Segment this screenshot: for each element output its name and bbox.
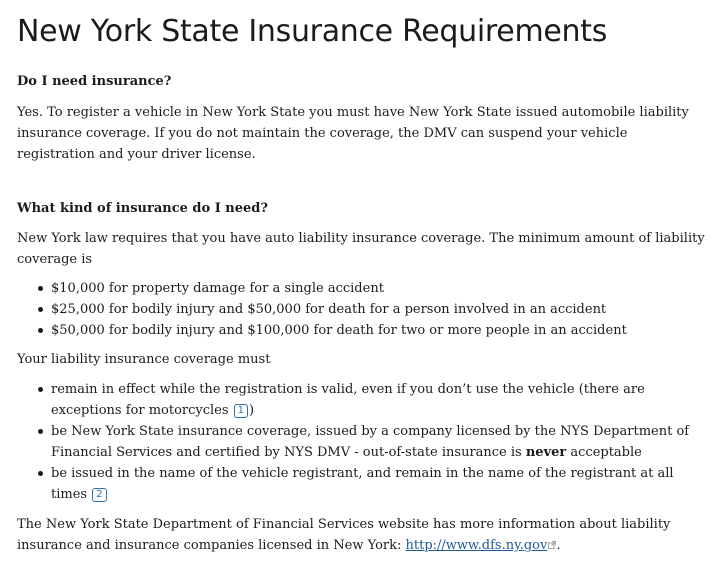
list-item	[51, 421, 707, 463]
footnote-2-button[interactable]: 2	[92, 488, 106, 502]
more-info-text: The New York State Department of Financial Services website has more information about liability insurance and insurance companies licensed in New York:	[17, 517, 671, 553]
coverage-requirements-list	[17, 379, 707, 505]
minimum-coverage-list	[17, 278, 707, 341]
requirement-text: be New York State insurance coverage, issued by a company licensed by the NYS Department of Financial Services and certified by NYS DMV - out-of-state insurance is	[51, 424, 690, 460]
page-title: New York State Insurance Requirements	[17, 14, 608, 49]
list-item	[51, 379, 707, 421]
footnote-1-button[interactable]: 1	[234, 404, 248, 418]
requirement-text: be issued in the name of the vehicle registrant, and remain in the name of the registrant at all times	[51, 466, 674, 502]
list-item: $50,000 for bodily injury and $100,000 for death for two or more people in an accident	[51, 320, 707, 341]
more-info-period: .	[556, 538, 561, 553]
minimum-coverage-intro: New York law requires that you have auto liability insurance coverage. The minimum amount of liability coverage is	[17, 231, 705, 267]
page-content	[17, 0, 707, 556]
list-item	[51, 463, 707, 505]
list-item: $25,000 for bodily injury and $50,000 for death for a person involved in an accident	[51, 299, 707, 320]
requirement-text: remain in effect while the registration is valid, even if you don’t use the vehicle (there are exceptions for motorcycles	[51, 382, 645, 418]
dfs-website-link[interactable]: http://www.dfs.ny.gov	[405, 538, 548, 553]
section-heading-kind-of-insurance: What kind of insurance do I need?	[17, 201, 268, 216]
requirement-text: acceptable	[566, 445, 642, 460]
requirement-text: )	[249, 403, 255, 418]
emphasis-never: never	[525, 445, 567, 460]
need-insurance-paragraph: Yes. To register a vehicle in New York State you must have New York State issued automobile liability insurance coverage. If you do not maintain the coverage, the DMV can suspend your vehicle registration and your driver license.	[17, 105, 689, 162]
more-info-paragraph	[17, 514, 707, 556]
list-item: $10,000 for property damage for a single accident	[51, 278, 707, 299]
coverage-must-intro: Your liability insurance coverage must	[17, 352, 271, 367]
section-heading-need-insurance: Do I need insurance?	[17, 74, 172, 89]
